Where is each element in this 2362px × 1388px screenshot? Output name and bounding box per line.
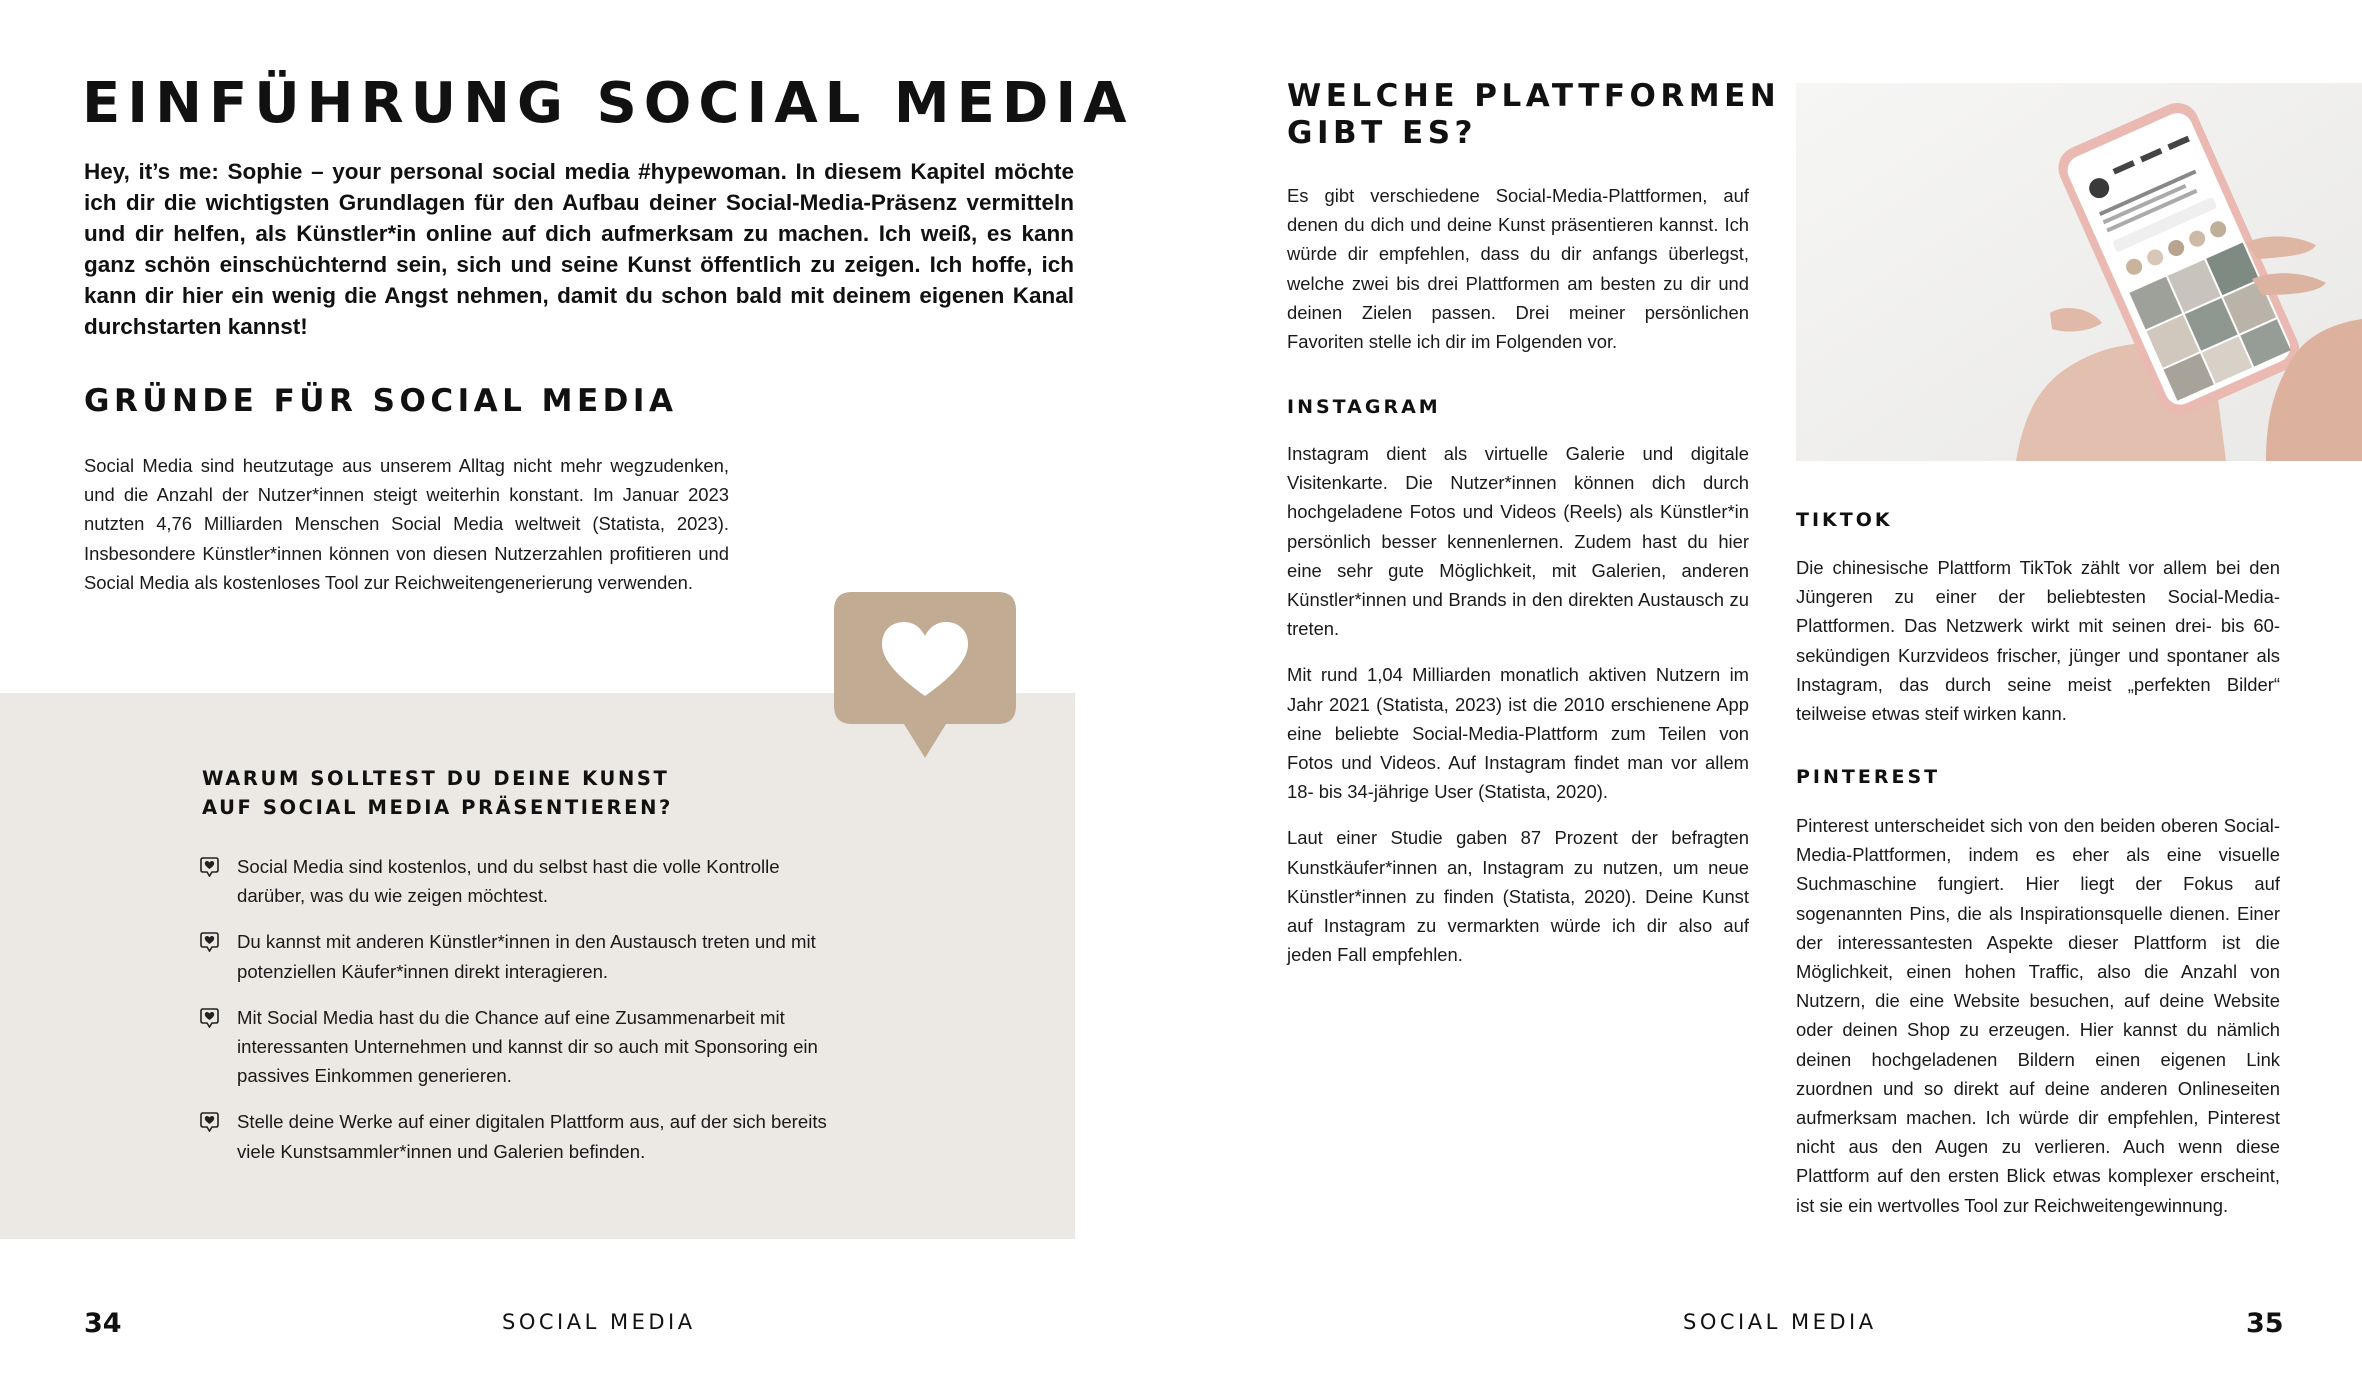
phone-photo: [1796, 83, 2362, 461]
pinterest-heading: PINTEREST: [1796, 766, 1941, 788]
page-number-left: 34: [84, 1308, 122, 1339]
box-heading-line-1: WARUM SOLLTEST DU DEINE KUNST: [202, 767, 670, 790]
reasons-paragraph: Social Media sind heutzutage aus unserem Alltag nicht mehr wegzudenken, und die Anzahl der Nutzer*innen steigt weiterhin konstant. Im Januar 2023 nutzten 4,76 Milliarden Menschen Social Media weltweit (Statista, 2023). Insbesondere Künstler*innen können von diesen Nutzerzahlen profitieren und Social Media als kostenloses Tool zur Reichweitengenerierung verwenden.: [84, 455, 729, 593]
instagram-heading: INSTAGRAM: [1287, 396, 1441, 418]
instagram-paragraph: Laut einer Studie gaben 87 Prozent der befragten Kunstkäufer*innen an, Instagram zu nutzen, um neue Künstler*innen zu finden (Statista, 2020). Deine Kunst auf Instagram zu vermarkten würde ich dir also auf jeden Fall empfehlen.: [1287, 827, 1749, 966]
tiktok-paragraph: Die chinesische Plattform TikTok zählt vor allem bei den Jüngeren zu einer der beliebtesten Social-Media-Plattformen. Das Netzwerk wirkt mit seinen drei- bis 60-sekündigen Kurzvideos frischer, jünger und spontaner als Instagram, das durch seine meist „perfekten Bilder“ teilweise etwas steif wirken kann.: [1796, 557, 2280, 725]
bullet-text: Mit Social Media hast du die Chance auf eine Zusammenarbeit mit interessanten Unternehmen und kannst dir so auch mit Sponsoring ein passives Einkommen generieren.: [237, 1006, 818, 1087]
platforms-heading-line-2: GIBT ES?: [1287, 115, 1478, 151]
heart-bubble-bullet-icon: [200, 1008, 219, 1028]
tiktok-heading: TIKTOK: [1796, 509, 1893, 531]
list-item: [200, 852, 840, 910]
page-number-right: 35: [2246, 1308, 2284, 1339]
list-item: [200, 927, 840, 985]
bullet-text: Stelle deine Werke auf einer digitalen Plattform aus, auf der sich bereits viele Kunstsammler*innen und Galerien befinden.: [237, 1111, 827, 1162]
instagram-paragraph: Mit rund 1,04 Milliarden monatlich aktiven Nutzern im Jahr 2021 (Statista, 2023) ist die 2010 erschienene App eine beliebte Social-Media-Plattform zum Teilen von Fotos und Videos. Auf Instagram findet man vor allem 18- bis 34-jährige User (Statista, 2020).: [1287, 664, 1749, 803]
box-heading: [202, 764, 762, 822]
page-title: EINFÜHRUNG SOCIAL MEDIA: [82, 71, 1134, 136]
bullet-text: Social Media sind kostenlos, und du selbst hast die volle Kontrolle darüber, was du wie zeigen möchtest.: [237, 856, 780, 907]
pinterest-paragraph: Pinterest unterscheidet sich von den beiden oberen Social-Media-Plattformen, indem es eher als eine visuelle Suchmaschine fungiert. Hier liegt der Fokus auf sogenannten Pins, die als Inspirationsquelle dienen. Einer der interessantesten Aspekte dieser Plattform ist die Möglichkeit, einen hohen Traffic, also die Anzahl von Nutzern, die eine Website besuchen, auf deine Website oder deinen Shop zu erzeugen. Hier kannst du nämlich deinen hochgeladenen Bildern einen eigenen Link zuordnen und so direkt auf deine anderen Onlineseiten aufmerksam machen. Ich würde dir empfehlen, Pinterest nicht aus den Augen zu verlieren. Auch wenn diese Plattform auf den ersten Blick etwas komplexer erscheint, ist sie ein wertvolles Tool zur Reichweitengewinnung.: [1796, 815, 2280, 1216]
reasons-heading: GRÜNDE FÜR SOCIAL MEDIA: [84, 383, 678, 419]
heart-speech-bubble-icon: [834, 592, 1016, 758]
heart-bubble-bullet-icon: [200, 1112, 219, 1132]
reasons-bullet-list: [200, 852, 840, 1183]
footer-label-left: SOCIAL MEDIA: [502, 1310, 696, 1334]
list-item: [200, 1107, 840, 1165]
platforms-heading: [1287, 78, 1787, 152]
platforms-heading-line-1: WELCHE PLATTFORMEN: [1287, 78, 1781, 114]
phone-in-hands-illustration: [1796, 83, 2362, 461]
heart-bubble-bullet-icon: [200, 857, 219, 877]
bullet-text: Du kannst mit anderen Künstler*innen in den Austausch treten und mit potenziellen Käufer*innen direkt interagieren.: [237, 931, 816, 982]
instagram-paragraph: Instagram dient als virtuelle Galerie und digitale Visitenkarte. Die Nutzer*innen können dich durch hochgeladene Fotos und Videos (Reels) als Künstler*in persönlich besser kennenlernen. Zudem hast du hier eine sehr gute Möglichkeit, mit Galerien, anderen Künstler*innen und Brands in den direkten Austausch zu treten.: [1287, 443, 1749, 640]
platforms-intro: Es gibt verschiedene Social-Media-Plattformen, auf denen du dich und deine Kunst präsentieren kannst. Ich würde dir empfehlen, dass du dir anfangs überlegst, welche zwei bis drei Plattformen am besten zu dir und deinen Zielen passen. Drei meiner persönlichen Favoriten stelle ich dir im Folgenden vor.: [1287, 185, 1749, 353]
list-item: [200, 1003, 840, 1091]
heart-bubble-bullet-icon: [200, 932, 219, 952]
footer-label-right: SOCIAL MEDIA: [1683, 1310, 1877, 1334]
box-heading-line-2: AUF SOCIAL MEDIA PRÄSENTIEREN?: [202, 796, 673, 819]
instagram-section: [1287, 439, 1749, 986]
intro-paragraph: Hey, it’s me: Sophie – your personal social media #hypewoman. In diesem Kapitel möchte ich dir die wichtigsten Grundlagen für den Aufbau deiner Social-Media-Präsenz vermitteln und dir helfen, als Künstler*in online auf dich aufmerksam zu machen. Ich weiß, es kann ganz schön einschüchternd sein, sich und seine Kunst öffentlich zu zeigen. Ich hoffe, ich kann dir hier ein wenig die Angst nehmen, damit du schon bald mit deinem eigenen Kanal durchstarten kannst!: [84, 159, 1074, 339]
